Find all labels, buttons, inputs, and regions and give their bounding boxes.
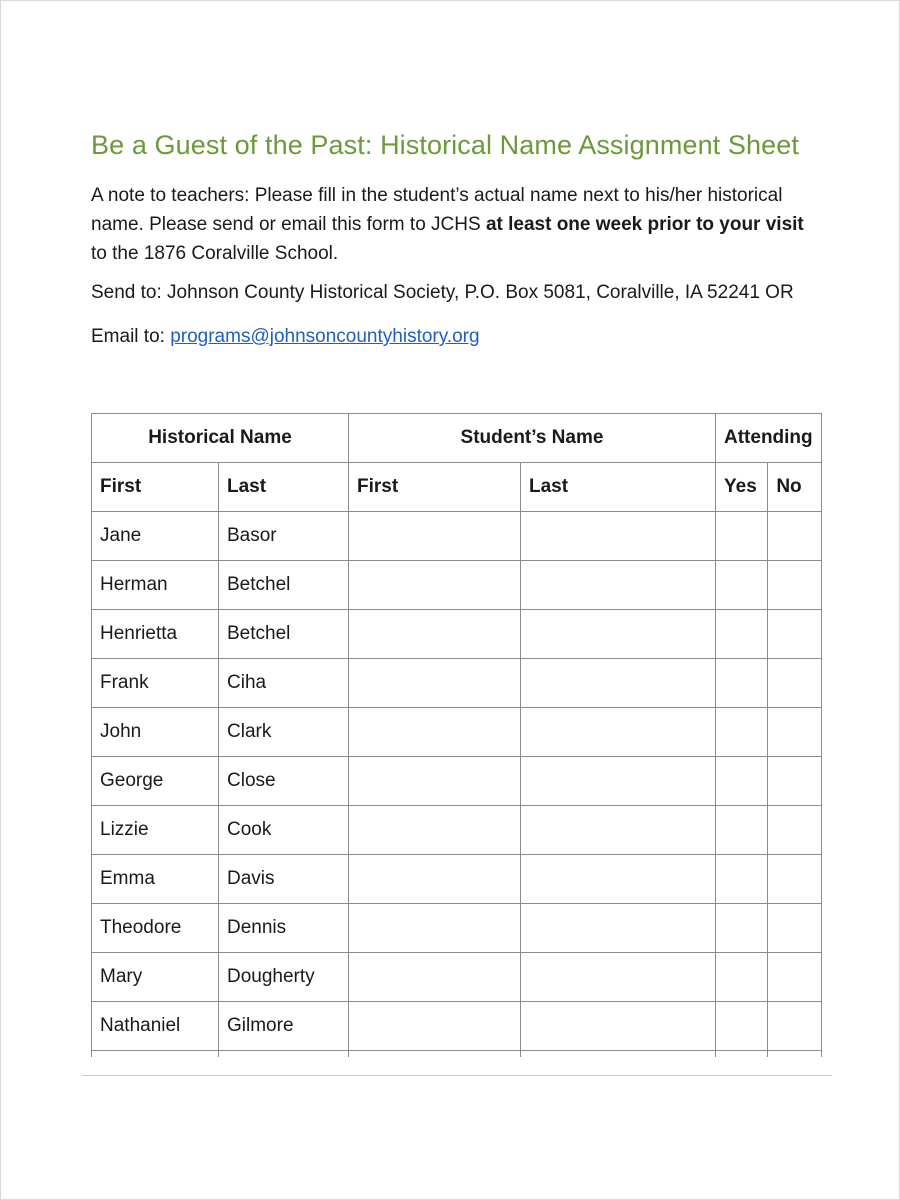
table-row bbox=[92, 1002, 822, 1051]
historical-last-cell: Cook bbox=[219, 806, 349, 855]
historical-last-cell: Dennis bbox=[219, 904, 349, 953]
historical-last-cell: Basor bbox=[219, 512, 349, 561]
sub-header-row bbox=[92, 463, 822, 512]
note-deadline: at least one week prior to your visit bbox=[485, 214, 804, 235]
teacher-note bbox=[91, 181, 811, 268]
attending-no-field[interactable] bbox=[768, 757, 821, 806]
page-cutoff-line bbox=[82, 1075, 832, 1076]
attending-no-field[interactable] bbox=[768, 904, 821, 953]
attending-yes-field[interactable] bbox=[716, 708, 768, 757]
attending-yes-field[interactable] bbox=[716, 1002, 768, 1051]
historical-last-cell: Clark bbox=[219, 708, 349, 757]
student-first-field[interactable] bbox=[349, 561, 521, 610]
roster-body bbox=[92, 512, 822, 1057]
attending-yes-field[interactable] bbox=[716, 806, 768, 855]
partial-cell bbox=[92, 1051, 219, 1057]
attending-yes-field[interactable] bbox=[716, 561, 768, 610]
student-first-field[interactable] bbox=[349, 757, 521, 806]
historical-first-cell: Henrietta bbox=[92, 610, 219, 659]
student-first-field[interactable] bbox=[349, 512, 521, 561]
student-last-field[interactable] bbox=[521, 953, 716, 1002]
historical-last-cell: Betchel bbox=[219, 610, 349, 659]
attending-no-field[interactable] bbox=[768, 610, 821, 659]
historical-last-cell: Dougherty bbox=[219, 953, 349, 1002]
attending-no-field[interactable] bbox=[768, 708, 821, 757]
table-row bbox=[92, 512, 822, 561]
student-first-field[interactable] bbox=[349, 708, 521, 757]
group-header-row bbox=[92, 414, 822, 463]
historical-first-cell: Nathaniel bbox=[92, 1002, 219, 1051]
note-text-1: A note to teachers: Please fill in the student’s actual name next to his/her historical name. Please send or email this form to JCHS bbox=[91, 185, 783, 235]
student-last-field[interactable] bbox=[521, 855, 716, 904]
mailing-address: Send to: Johnson County Historical Society, P.O. Box 5081, Coralville, IA 52241 OR bbox=[91, 282, 794, 303]
partial-cell bbox=[768, 1051, 821, 1057]
attending-yes-field[interactable] bbox=[716, 757, 768, 806]
student-last-field[interactable] bbox=[521, 610, 716, 659]
attending-no-field[interactable] bbox=[768, 953, 821, 1002]
student-last-field[interactable] bbox=[521, 904, 716, 953]
attending-no-field[interactable] bbox=[768, 806, 821, 855]
attending-no-header: No bbox=[768, 463, 821, 512]
student-last-field[interactable] bbox=[521, 806, 716, 855]
table-row bbox=[92, 659, 822, 708]
historical-first-cell: Herman bbox=[92, 561, 219, 610]
table-row bbox=[92, 806, 822, 855]
partial-cell bbox=[716, 1051, 768, 1057]
student-last-field[interactable] bbox=[521, 512, 716, 561]
student-first-field[interactable] bbox=[349, 659, 521, 708]
student-last-header: Last bbox=[521, 463, 716, 512]
email-link[interactable]: programs@johnsoncountyhistory.org bbox=[170, 326, 480, 347]
student-first-field[interactable] bbox=[349, 806, 521, 855]
historical-first-cell: Theodore bbox=[92, 904, 219, 953]
table-row bbox=[92, 610, 822, 659]
student-last-field[interactable] bbox=[521, 561, 716, 610]
student-first-field[interactable] bbox=[349, 953, 521, 1002]
attending-no-field[interactable] bbox=[768, 1002, 821, 1051]
partial-cell bbox=[219, 1051, 349, 1057]
attending-yes-field[interactable] bbox=[716, 512, 768, 561]
partial-cell bbox=[349, 1051, 521, 1057]
student-first-field[interactable] bbox=[349, 1002, 521, 1051]
student-first-field[interactable] bbox=[349, 855, 521, 904]
attending-no-field[interactable] bbox=[768, 659, 821, 708]
table-row bbox=[92, 855, 822, 904]
attending-no-field[interactable] bbox=[768, 855, 821, 904]
student-first-field[interactable] bbox=[349, 904, 521, 953]
historical-first-cell: George bbox=[92, 757, 219, 806]
page-title: Be a Guest of the Past: Historical Name Assignment Sheet bbox=[91, 130, 799, 160]
attending-no-field[interactable] bbox=[768, 512, 821, 561]
attending-yes-field[interactable] bbox=[716, 659, 768, 708]
historical-first-cell: John bbox=[92, 708, 219, 757]
email-line bbox=[91, 326, 480, 348]
assignment-table bbox=[91, 413, 822, 1057]
students-name-header: Student’s Name bbox=[349, 414, 716, 463]
student-last-field[interactable] bbox=[521, 757, 716, 806]
attending-yes-field[interactable] bbox=[716, 855, 768, 904]
historical-first-cell: Mary bbox=[92, 953, 219, 1002]
student-last-field[interactable] bbox=[521, 708, 716, 757]
historical-first-cell: Frank bbox=[92, 659, 219, 708]
student-first-field[interactable] bbox=[349, 610, 521, 659]
table-row bbox=[92, 904, 822, 953]
historical-last-cell: Ciha bbox=[219, 659, 349, 708]
partial-cell bbox=[521, 1051, 716, 1057]
historical-first-cell: Emma bbox=[92, 855, 219, 904]
historical-first-cell: Jane bbox=[92, 512, 219, 561]
student-last-field[interactable] bbox=[521, 1002, 716, 1051]
historical-first-cell: Lizzie bbox=[92, 806, 219, 855]
historical-name-header: Historical Name bbox=[92, 414, 349, 463]
attending-yes-field[interactable] bbox=[716, 953, 768, 1002]
table-row bbox=[92, 953, 822, 1002]
table-row-partial bbox=[92, 1051, 822, 1057]
email-label: Email to: bbox=[91, 326, 171, 347]
historical-last-header: Last bbox=[219, 463, 349, 512]
student-last-field[interactable] bbox=[521, 659, 716, 708]
table-row bbox=[92, 708, 822, 757]
table-row bbox=[92, 561, 822, 610]
attending-yes-header: Yes bbox=[716, 463, 768, 512]
historical-last-cell: Gilmore bbox=[219, 1002, 349, 1051]
attending-header: Attending bbox=[716, 414, 822, 463]
attending-no-field[interactable] bbox=[768, 561, 821, 610]
historical-first-header: First bbox=[92, 463, 219, 512]
note-text-2: to the 1876 Coralville School. bbox=[91, 243, 339, 264]
historical-last-cell: Davis bbox=[219, 855, 349, 904]
attending-yes-field[interactable] bbox=[716, 610, 768, 659]
attending-yes-field[interactable] bbox=[716, 904, 768, 953]
table-row bbox=[92, 757, 822, 806]
historical-last-cell: Betchel bbox=[219, 561, 349, 610]
historical-last-cell: Close bbox=[219, 757, 349, 806]
student-first-header: First bbox=[349, 463, 521, 512]
